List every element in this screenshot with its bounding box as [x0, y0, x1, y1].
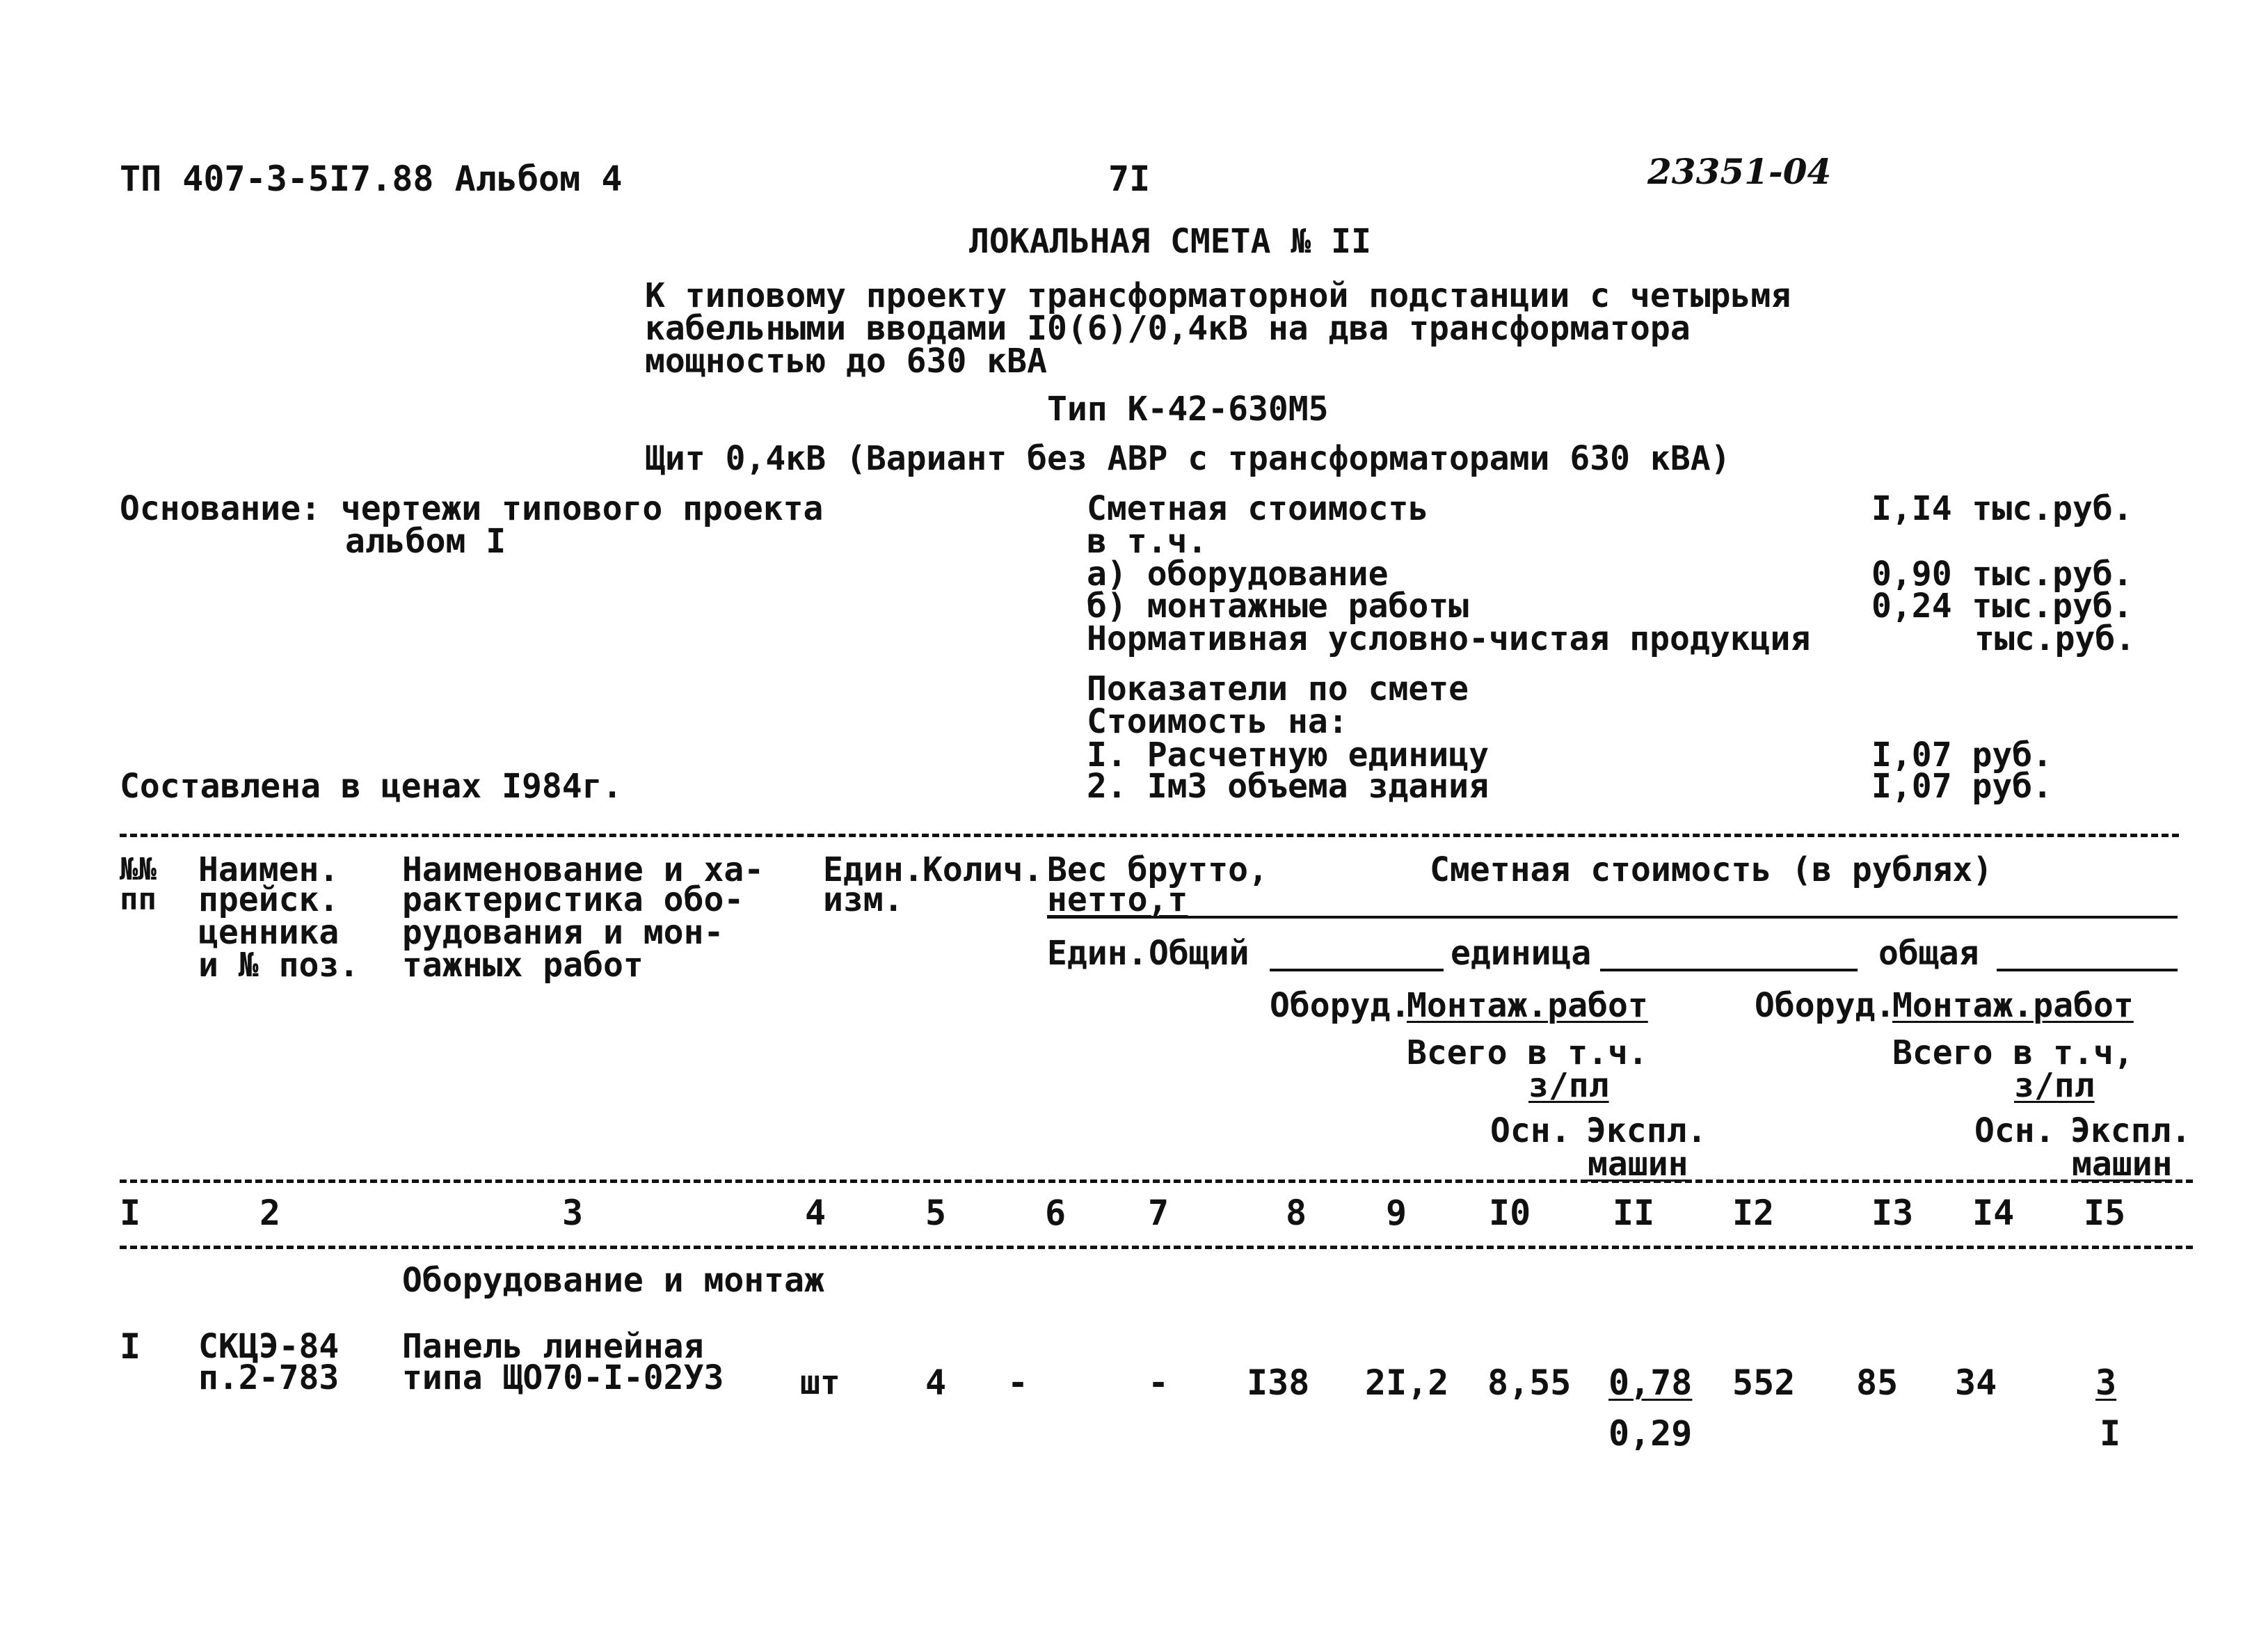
total-group-rule [1997, 969, 2178, 971]
header-col1-line1: №№ [120, 852, 157, 887]
header-unit-machines-line1: Экспл. [1586, 1111, 1707, 1150]
column-number: 5 [925, 1193, 947, 1233]
equipment-value: 0,90 тыс.руб. [1871, 555, 2133, 594]
prices-year: Составлена в ценах I984г. [120, 767, 623, 806]
header-total-equipment: Оборуд. [1755, 986, 1896, 1025]
unit1-label: I. Расчетную единицу [1087, 736, 1489, 775]
header-col2-line4: и № поз. [198, 946, 360, 985]
column-number: 4 [805, 1193, 826, 1233]
row-unit-install-total: 2I,2 [1365, 1363, 1449, 1403]
row-number: I [120, 1326, 141, 1367]
column-number: I3 [1871, 1193, 1914, 1233]
header-weight-unit: Един. [1047, 934, 1148, 973]
row-code-line2: п.2-783 [198, 1358, 340, 1397]
description-line-3: мощностью до 630 кВА [645, 342, 1047, 381]
estimate-heading: ЛОКАЛЬНАЯ СМЕТА № II [969, 222, 1371, 261]
header-col3-line4: тажных работ [402, 946, 644, 985]
column-number: 2 [259, 1193, 281, 1233]
installation-value: 0,24 тыс.руб. [1871, 587, 2133, 626]
description-line-1: К типовому проекту трансформаторной подстанции с четырьмя [645, 276, 1791, 315]
header-unit-machines-line2: машин [1588, 1145, 1688, 1184]
header-total-install: Монтаж.работ [1892, 986, 2134, 1025]
column-number: I [120, 1193, 141, 1233]
row-quantity: 4 [925, 1363, 947, 1403]
including-label: в т.ч. [1087, 522, 1208, 561]
header-total-total-incl: Всего в т.ч, [1892, 1033, 2134, 1072]
header-col2-line2: прейск. [198, 880, 340, 919]
header-cost: Сметная стоимость (в рублях) [1430, 850, 1993, 889]
column-number: I2 [1732, 1193, 1775, 1233]
column-number: 9 [1386, 1193, 1407, 1233]
row-unit-equipment: I38 [1247, 1363, 1310, 1403]
header-weight-line2: нетто,т [1047, 880, 1188, 919]
section-title: Оборудование и монтаж [402, 1261, 824, 1300]
row-unit-wages: 8,55 [1487, 1363, 1572, 1403]
column-number: I5 [2084, 1193, 2126, 1233]
row-total-equipment: 552 [1732, 1363, 1796, 1403]
header-col3-line3: рудования и мон- [402, 913, 724, 952]
header-total-group: общая [1878, 934, 1979, 973]
header-col1-line2: пп [120, 882, 157, 917]
column-number: I4 [1972, 1193, 2015, 1233]
weight-rule [1047, 916, 2178, 919]
table-top-rule [120, 834, 2179, 837]
row-unit-machines-wages: 0,29 [1608, 1413, 1693, 1454]
column-number: 8 [1286, 1193, 1307, 1233]
column-number: 6 [1045, 1193, 1067, 1233]
header-col4-line2: изм. [823, 880, 904, 919]
header-unit-total-incl: Всего в т.ч. [1407, 1033, 1648, 1072]
header-weight-line1: Вес брутто, [1047, 850, 1268, 889]
header-unit-install: Монтаж.работ [1407, 986, 1648, 1025]
document-code: ТП 407-3-5I7.88 Альбом 4 [120, 159, 623, 199]
header-col4-line1: Един. [823, 850, 924, 889]
page-number: 7I [1108, 159, 1151, 199]
row-total-machines-wages: I [2100, 1413, 2121, 1454]
row-name-line2: типа ЩО70-I-02УЗ [402, 1358, 724, 1397]
unit1-value: I,07 руб. [1871, 736, 2053, 775]
normative-label: Нормативная условно-чистая продукция [1087, 619, 1811, 658]
normative-value: тыс.руб. [1974, 619, 2136, 658]
header-total-machines-line1: Экспл. [2070, 1111, 2191, 1150]
description-line-2: кабельными вводами I0(6)/0,4кВ на два трансформатора [645, 309, 1691, 348]
equipment-label: а) оборудование [1087, 555, 1389, 594]
estimate-subtitle: Щит 0,4кВ (Вариант без АВР с трансформаторами 630 кВА) [645, 439, 1731, 478]
row-total-install: 85 [1856, 1363, 1899, 1403]
header-unit-group: единица [1451, 934, 1592, 973]
unit-group-rule-right [1600, 969, 1858, 971]
column-number: II [1613, 1193, 1655, 1233]
row-unit-machines: 0,78 [1608, 1363, 1693, 1403]
unit-group-rule-left [1270, 969, 1444, 971]
header-total-machines-line2: машин [2072, 1145, 2173, 1184]
basis-label: Основание: чертежи типового проекта [120, 489, 824, 528]
header-unit-base: Осн. [1490, 1111, 1571, 1150]
header-unit-equipment: Оборуд. [1270, 986, 1411, 1025]
row-name-line1: Панель линейная [402, 1327, 704, 1366]
header-col3-line1: Наименование и ха- [402, 850, 765, 889]
column-number: 7 [1148, 1193, 1169, 1233]
row-total-machines: 3 [2095, 1363, 2117, 1403]
column-number: I0 [1489, 1193, 1531, 1233]
header-total-base: Осн. [1974, 1111, 2055, 1150]
column-numbers-rule [120, 1246, 2193, 1249]
header-bottom-rule [120, 1180, 2193, 1183]
header-col2-line1: Наимен. [198, 850, 340, 889]
unit2-label: 2. IмЗ объема здания [1087, 767, 1489, 806]
row-weight-unit: - [1007, 1363, 1029, 1403]
estimated-cost-label: Сметная стоимость [1087, 489, 1429, 528]
row-weight-total: - [1148, 1363, 1169, 1403]
row-unit: шт [800, 1363, 840, 1402]
unit2-value: I,07 руб. [1871, 767, 2053, 806]
installation-label: б) монтажные работы [1087, 587, 1469, 626]
inventory-stamp: 23351-04 [1647, 151, 1832, 192]
header-weight-total: Общий [1149, 934, 1249, 973]
header-total-wages: з/пл [2014, 1066, 2095, 1105]
estimated-cost-value: I,I4 тыс.руб. [1871, 489, 2133, 528]
cost-for-label: Стоимость на: [1087, 702, 1348, 741]
indicators-label: Показатели по смете [1087, 669, 1469, 708]
row-total-wages: 34 [1955, 1363, 1997, 1403]
type-label: Тип К-42-630М5 [1047, 390, 1329, 429]
header-col3-line2: рактеристика обо- [402, 880, 744, 919]
basis-album: альбом I [345, 522, 506, 561]
header-col2-line3: ценника [198, 913, 340, 952]
header-col5: Колич. [923, 850, 1044, 889]
header-unit-wages: з/пл [1528, 1066, 1609, 1105]
column-number: 3 [562, 1193, 584, 1233]
row-code-line1: СКЦЭ-84 [198, 1327, 340, 1366]
